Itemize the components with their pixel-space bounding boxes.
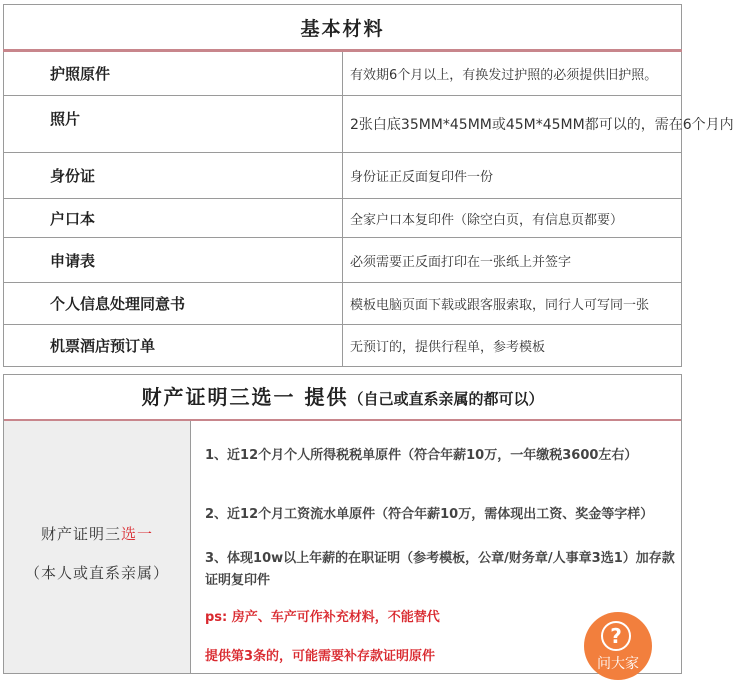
row-value-photo: 2张白底35MM*45MM或45M*45MM都可以的，需在6个月内 [343, 96, 682, 153]
property-title-main: 财产证明三选一 提供 [141, 385, 349, 409]
basic-materials-title: 基本材料 [4, 5, 682, 51]
property-left-note: （本人或直系亲属） [24, 564, 169, 582]
property-item-3: 3、体现10w以上年薪的在职证明（参考模板，公章/财务章/人事章3选1）加存款证明复印件 [205, 551, 675, 588]
property-title-sub: （自己或直系亲属的都可以） [348, 390, 544, 408]
row-label-household-register: 户口本 [4, 199, 343, 238]
basic-materials-table [3, 4, 734, 367]
row-value-consent-form: 模板电脑页面下载或跟客服索取，同行人可写同一张 [343, 283, 682, 325]
row-value-passport: 有效期6个月以上，有换发过护照的必须提供旧护照。 [343, 51, 682, 96]
ask-everyone-label: 问大家 [597, 656, 639, 672]
row-value-booking: 无预订的，提供行程单，参考模板 [343, 325, 682, 367]
property-item-1: 1、近12个月个人所得税税单原件（符合年薪10万，一年缴税3600左右） [205, 448, 638, 463]
row-value-household-register: 全家户口本复印件（除空白页，有信息页都要） [343, 199, 682, 238]
property-left-cell [4, 421, 191, 673]
row-label-application-form: 申请表 [4, 238, 343, 283]
row-label-photo: 照片 [4, 96, 343, 153]
row-label-booking: 机票酒店预订单 [4, 325, 343, 367]
row-label-id-card: 身份证 [4, 153, 343, 199]
property-left-label: 财产证明三选一 [40, 525, 154, 543]
ask-everyone-button[interactable] [584, 612, 652, 680]
row-label-consent-form: 个人信息处理同意书 [4, 283, 343, 325]
row-label-passport: 护照原件 [4, 51, 343, 96]
property-item-2: 2、近12个月工资流水单原件（符合年薪10万，需体现出工资、奖金等字样） [205, 507, 654, 522]
property-ps-note-1: ps: 房产、车产可作补充材料，不能替代 [205, 610, 440, 625]
property-proof-section [3, 374, 682, 674]
row-value-id-card: 身份证正反面复印件一份 [343, 153, 682, 199]
property-proof-title [4, 375, 681, 421]
row-value-application-form: 必须需要正反面打印在一张纸上并签字 [343, 238, 682, 283]
property-ps-note-2: 提供第3条的，可能需要补存款证明原件 [205, 649, 436, 664]
question-mark-icon: ? [601, 621, 631, 651]
